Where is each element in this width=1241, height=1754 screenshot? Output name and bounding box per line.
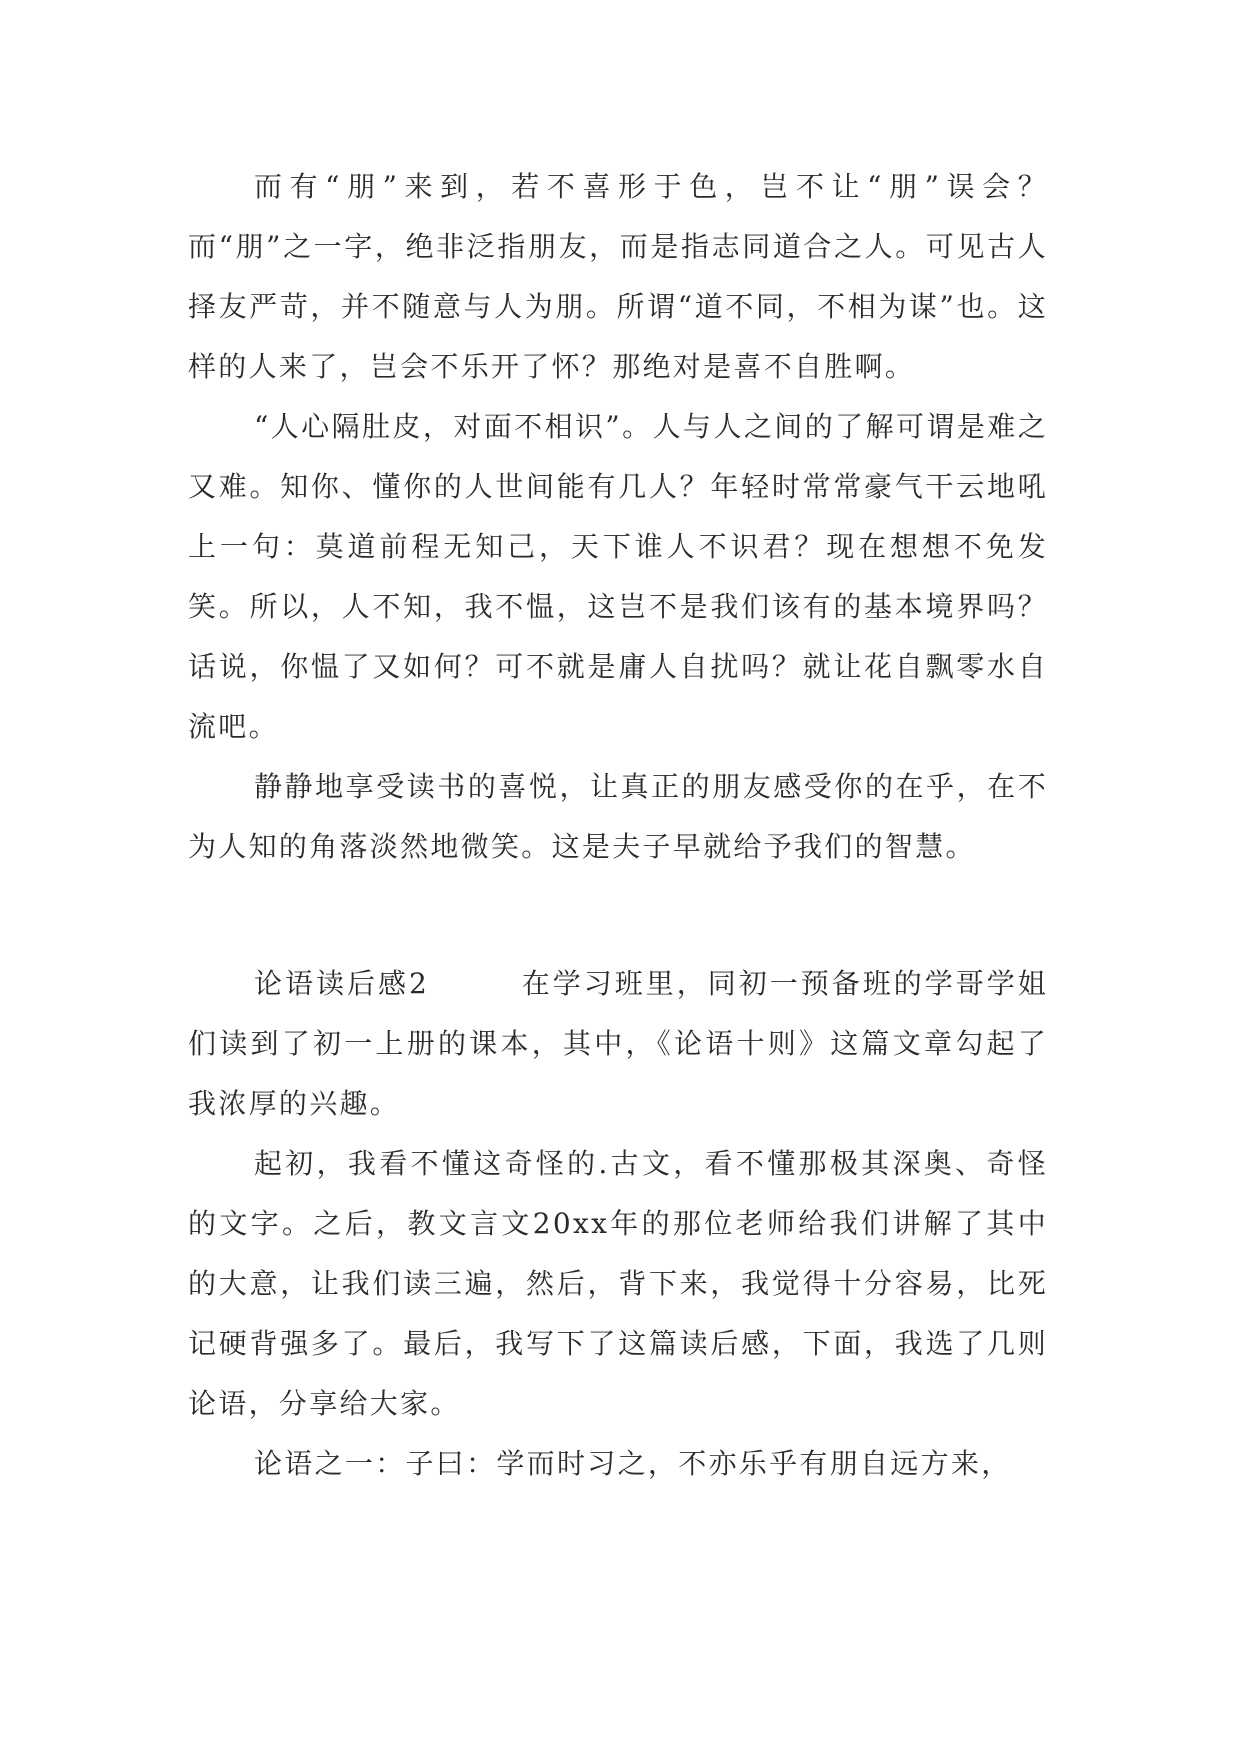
paragraph-wisdom: 静静地享受读书的喜悦，让真正的朋友感受你的在乎，在不为人知的角落淡然地微笑。这是夫子早就给予我们的智慧。: [188, 770, 1048, 863]
paragraph-friends: 而有“朋”来到，若不喜形于色，岂不让“朋”误会？而“朋”之一字，绝非泛指朋友，而是指志同道合之人。可见古人择友严苛，并不随意与人为朋。所谓“道不同，不相为谋”也。这样的人来了，岂会不乐开了怀？那绝对是喜不自胜啊。: [188, 170, 1048, 383]
section-heading: 论语读后感2: [254, 967, 430, 1000]
section-intro-paragraph: [188, 954, 1048, 1134]
section-intro-text: 在学习班里，同初一预备班的学哥学姐们读到了初一上册的课本，其中，《论语十则》这篇文章勾起了我浓厚的兴趣。: [188, 967, 1048, 1120]
paragraph-analects-one: 论语之一：子曰：学而时习之，不亦乐乎有朋自远方来，: [254, 1447, 1012, 1480]
section-gap: [188, 877, 1048, 954]
paragraph-understanding: “人心隔肚皮，对面不相识”。人与人之间的了解可谓是难之又难。知你、懂你的人世间能有几人？年轻时常常豪气干云地吼上一句：莫道前程无知己，天下谁人不识君？现在想想不免发笑。所以，人不知，我不愠，这岂不是我们该有的基本境界吗？话说，你愠了又如何？可不就是庸人自扰吗？就让花自飘零水自流吧。: [188, 410, 1048, 743]
document-body: [188, 157, 1048, 1494]
paragraph-initially: 起初，我看不懂这奇怪的.古文，看不懂那极其深奥、奇怪的文字。之后，教文言文20xx年的那位老师给我们讲解了其中的大意，让我们读三遍，然后，背下来，我觉得十分容易，比死记硬背强多了。最后，我写下了这篇读后感，下面，我选了几则论语，分享给大家。: [188, 1147, 1048, 1420]
